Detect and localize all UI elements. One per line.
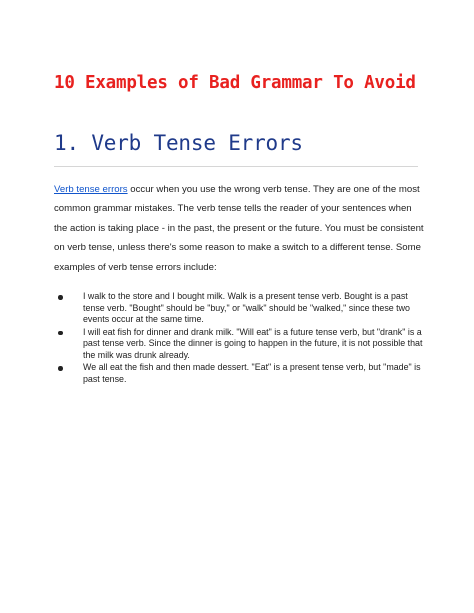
document-title: 10 Examples of Bad Grammar To Avoid bbox=[54, 73, 416, 93]
list-item bbox=[54, 362, 426, 385]
section-heading: 1. Verb Tense Errors bbox=[54, 131, 303, 155]
list-item-text: I will eat fish for dinner and drank milk. "Will eat" is a future tense verb, but "drank" is a past tense verb. Since the dinner is going to happen in the future, it is not possible that the milk was drunk already. bbox=[83, 326, 423, 361]
bullet-icon bbox=[58, 295, 63, 300]
bullet-icon bbox=[58, 366, 63, 371]
intro-paragraph bbox=[54, 180, 426, 277]
list-item bbox=[54, 327, 426, 362]
intro-text: occur when you use the wrong verb tense. They are one of the most common grammar mistakes. The verb tense tells the reader of your sentences when the action is taking place - in the past, the present or the future. You must be consistent on verb tense, unless there's some reason to make a switch to a different tense. Some examples of verb tense errors include: bbox=[54, 184, 424, 273]
horizontal-rule bbox=[54, 166, 418, 167]
examples-list bbox=[54, 291, 426, 386]
list-item bbox=[54, 291, 426, 326]
list-item-text: I walk to the store and I bought milk. Walk is a present tense verb. Bought is a past tense verb. "Bought" should be "buy," or "walk" should be "walked," since these two events occur at the same time. bbox=[83, 291, 410, 325]
list-item-text: We all eat the fish and then made dessert. "Eat" is a present tense verb, but "made" is past tense. bbox=[83, 362, 421, 384]
bullet-icon bbox=[58, 331, 63, 336]
verb-tense-errors-link[interactable]: Verb tense errors bbox=[54, 184, 128, 195]
